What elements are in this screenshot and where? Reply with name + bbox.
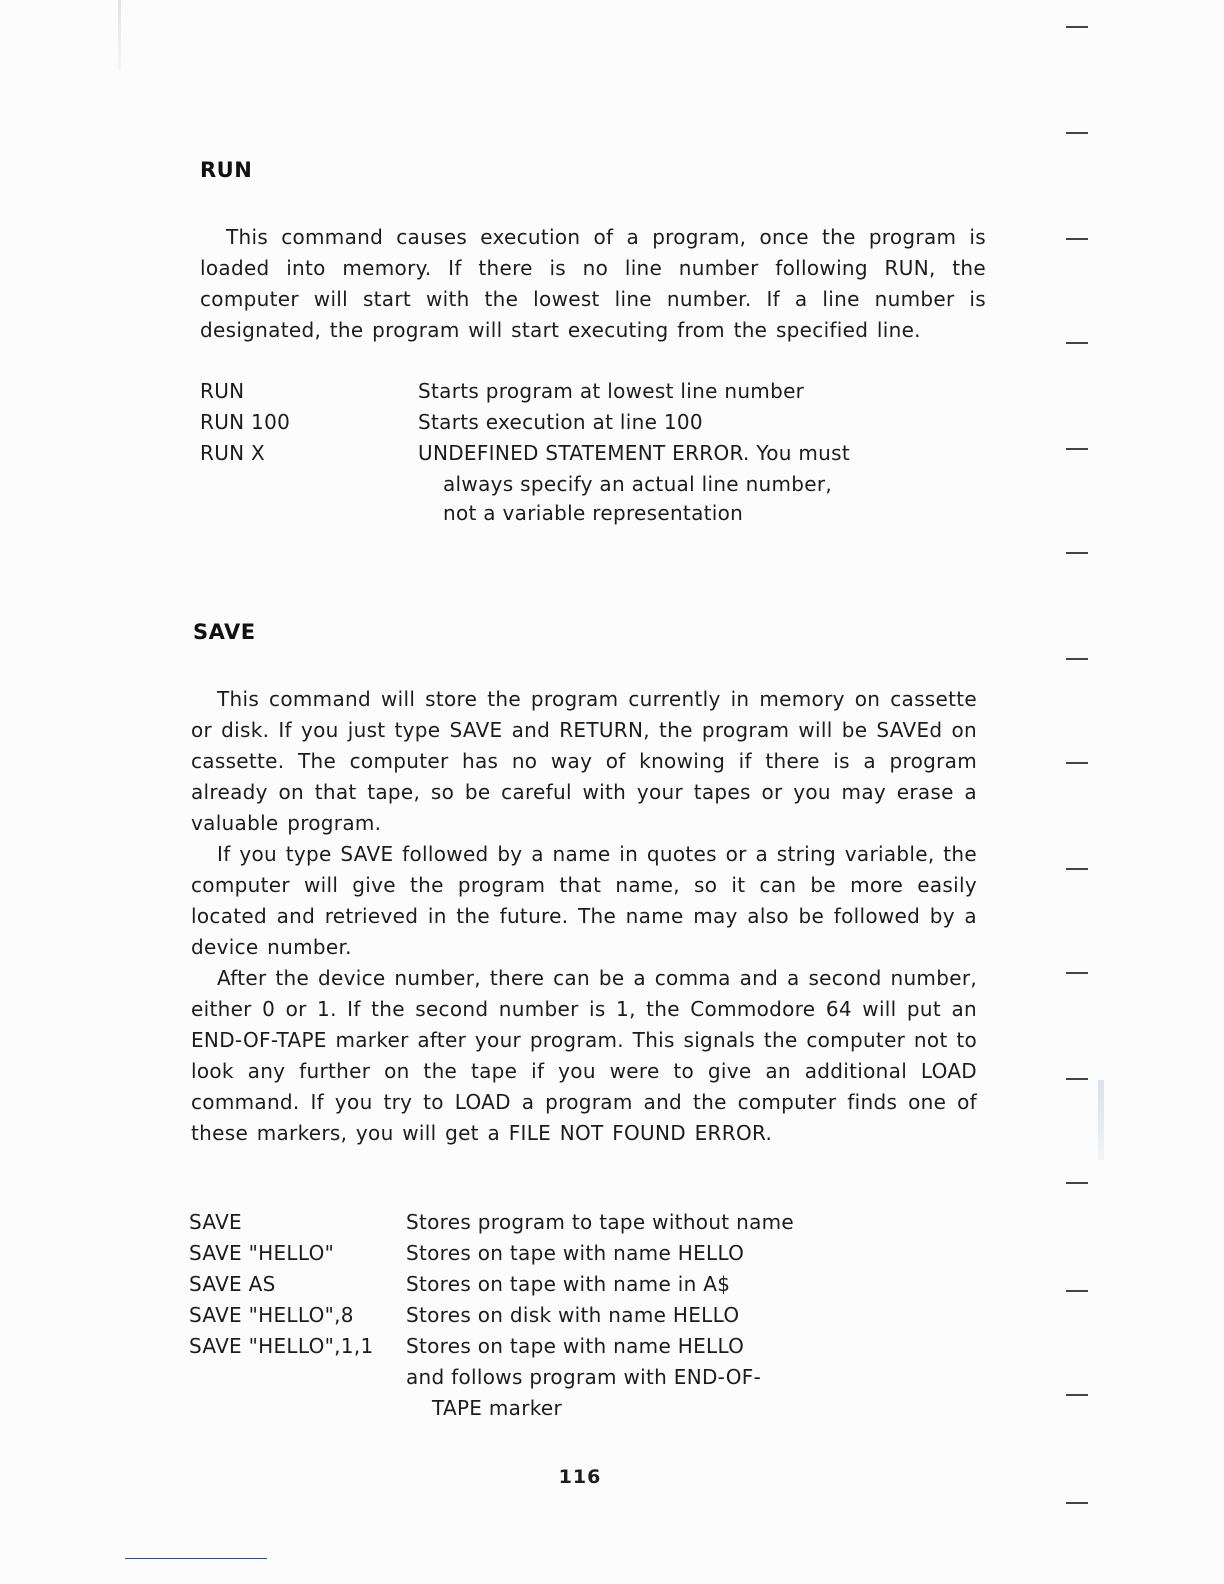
- command-text: SAVE "HELLO",8: [189, 1303, 354, 1327]
- command-description: Stores program to tape without name: [406, 1210, 795, 1234]
- save-paragraph-3: After the device number, there can be a comma and a second number, either 0 or 1. If the second number is 1, the Commodore 64 will put an END-OF-TAPE marker after your program. This signals the computer not to look any further on the tape if you were to give an additional LOAD command. If you try to LOAD a program and the computer finds one of these markers, you will get a FILE NOT FOUND ERROR.: [191, 966, 977, 1145]
- margin-tick: [1066, 868, 1088, 870]
- save-section: [193, 620, 979, 644]
- command-text: RUN 100: [200, 410, 291, 434]
- command-text: SAVE AS: [189, 1272, 276, 1296]
- run-description: [200, 222, 986, 346]
- margin-tick: [1066, 1290, 1088, 1292]
- save-paragraph-2: If you type SAVE followed by a name in quotes or a string variable, the computer will give the program that name, so it can be more easily located and retrieved in the future. The name may also be followed by a device number.: [191, 842, 977, 959]
- description-continuation: not a variable representation: [443, 501, 744, 525]
- margin-tick: [1066, 1394, 1088, 1396]
- table-row: [189, 1300, 889, 1331]
- margin-tick: [1066, 972, 1088, 974]
- command-text: RUN X: [200, 441, 266, 465]
- margin-tick: [1066, 552, 1088, 554]
- save-paragraph-1: This command will store the program currently in memory on cassette or disk. If you just type SAVE and RETURN, the program will be SAVEd on cassette. The computer has no way of knowing if there is a program already on that tape, so be careful with your tapes or you may erase a valuable program.: [191, 687, 977, 835]
- margin-tick: [1066, 1502, 1088, 1504]
- command-text: SAVE "HELLO",1,1: [189, 1334, 374, 1358]
- table-row: [189, 1269, 889, 1300]
- table-row: [200, 438, 900, 469]
- run-heading: RUN: [200, 158, 253, 182]
- margin-tick: [1066, 238, 1088, 240]
- command-description: Starts execution at line 100: [418, 410, 703, 434]
- save-heading: SAVE: [193, 620, 256, 644]
- command-description: Stores on tape with name in A$: [406, 1272, 731, 1296]
- table-row: [189, 1238, 889, 1269]
- margin-tick: [1066, 448, 1088, 450]
- margin-tick: [1066, 1182, 1088, 1184]
- save-examples-table: [189, 1207, 889, 1422]
- scan-artifact: [118, 0, 121, 70]
- description-continuation: and follows program with END-OF-: [406, 1365, 762, 1389]
- margin-tick: [1066, 26, 1088, 28]
- margin-tick: [1066, 132, 1088, 134]
- table-row: [200, 407, 900, 438]
- command-description: UNDEFINED STATEMENT ERROR. You must: [418, 441, 850, 465]
- margin-tick: [1066, 342, 1088, 344]
- command-text: RUN: [200, 379, 245, 403]
- scan-artifact: [1098, 1080, 1104, 1160]
- scan-underline: [125, 1558, 267, 1559]
- command-text: SAVE "HELLO": [189, 1241, 335, 1265]
- save-description: [191, 684, 977, 1149]
- command-text: SAVE: [189, 1210, 242, 1234]
- table-row: [189, 1207, 889, 1238]
- command-description: Starts program at lowest line number: [418, 379, 805, 403]
- table-row: [200, 376, 900, 407]
- run-paragraph: This command causes execution of a program, once the program is loaded into memory. If there is no line number following RUN, the computer will start with the lowest line number. If a line number is designated, the program will start executing from the specified line.: [200, 225, 986, 342]
- page-number: 116: [558, 1466, 602, 1488]
- command-description: Stores on disk with name HELLO: [406, 1303, 740, 1327]
- table-row: [189, 1331, 889, 1362]
- description-continuation: TAPE marker: [432, 1396, 563, 1420]
- command-description: Stores on tape with name HELLO: [406, 1334, 745, 1358]
- margin-tick: [1066, 762, 1088, 764]
- margin-tick: [1066, 658, 1088, 660]
- margin-tick: [1066, 1078, 1088, 1080]
- run-examples-table: [200, 376, 900, 527]
- description-continuation: always specify an actual line number,: [443, 472, 833, 496]
- run-section: [200, 158, 986, 182]
- command-description: Stores on tape with name HELLO: [406, 1241, 745, 1265]
